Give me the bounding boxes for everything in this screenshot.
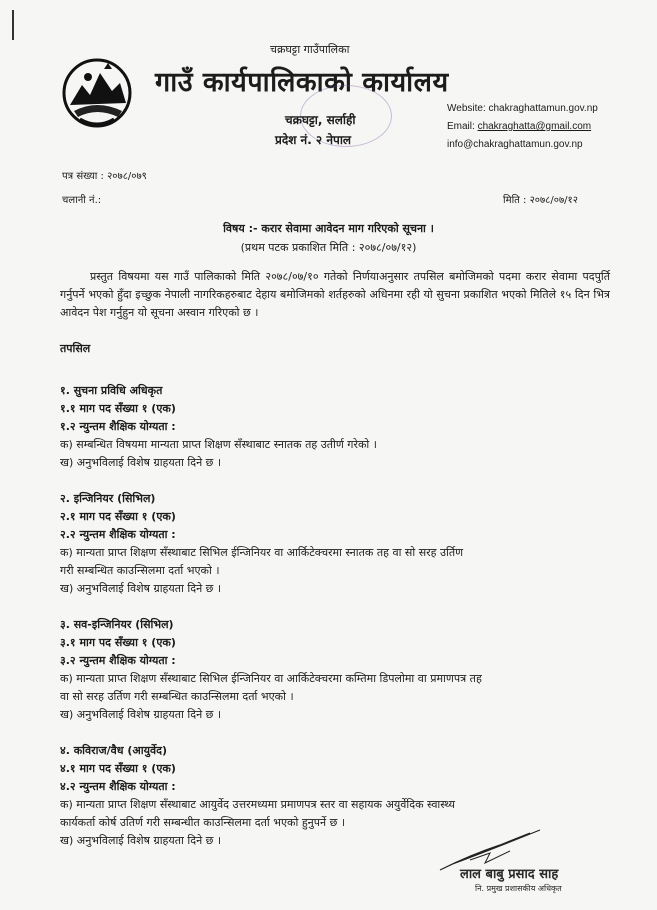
municipality-name: चक्रघट्टा गाउँपालिका — [270, 43, 350, 56]
address-line-2: प्रदेश नं. २ नेपाल — [275, 133, 352, 147]
post-qualification-ka: क) मान्यता प्राप्त शिक्षण सँस्थाबाट सिभिल ईन्जिनियर वा आर्किटेक्चरमा स्नातक तह वा सो सरह उर्तिण — [60, 546, 464, 559]
post-qualification-ka-cont: वा सो सरह उर्तिण गरी सम्बन्धित काउन्सिलमा दर्ता भएको । — [60, 690, 294, 703]
margin-mark — [12, 10, 14, 40]
email-link[interactable]: chakraghatta@gmail.com — [477, 121, 592, 132]
subject-line: विषय :- करार सेवामा आवेदन माग गरिएको सूचना । — [223, 222, 434, 235]
signatory-name: लाल बाबु प्रसाद साह — [460, 867, 559, 882]
post-qualification-ka-cont: गरी सम्बन्धित काउन्सिलमा दर्ता भएको । — [60, 564, 220, 577]
publish-date-line: (प्रथम पटक प्रकाशित मिति : २०७८/०७/१२) — [240, 241, 417, 254]
post-qualification-heading: १.२ न्युन्तम शैक्षिक योग्यता : — [60, 420, 176, 433]
address-line-1: चक्रघट्टा, सर्लाही — [285, 113, 356, 127]
post-count: ३.१ माग पद सँख्या १ (एक) — [60, 636, 176, 649]
post-title: ४. कविराज/वैध (आयुर्वेद) — [60, 744, 168, 757]
post-qualification-heading: ४.२ न्युन्तम शैक्षिक योग्यता : — [60, 780, 176, 793]
email-secondary: info@chakraghattamun.gov.np — [447, 139, 583, 150]
letter-number: पत्र संख्या : २०७८/०७९ — [62, 171, 147, 182]
post-qualification-kha: ख) अनुभविलाई विशेष ग्राहयता दिने छ । — [60, 456, 222, 469]
post-qualification-kha: ख) अनुभविलाई विशेष ग्राहयता दिने छ । — [60, 708, 222, 721]
post-qualification-heading: ३.२ न्युन्तम शैक्षिक योग्यता : — [60, 654, 176, 667]
email-line — [447, 121, 591, 132]
post-count: १.१ माग पद सँख्या १ (एक) — [60, 402, 176, 415]
post-qualification-ka-cont: कार्यकर्ता कोर्ष उतिर्ण गरी सम्बन्धीत काउन्सिलमा दर्ता भएको हुनुपर्ने छ । — [60, 816, 346, 829]
intro-paragraph: प्रस्तुत विषयमा यस गाउँ पालिकाको मिति २०७८/०७/१० गतेको निर्णयाअनुसार तपसिल बमोजिमको पदमा करार सेवामा पदपुर्ति गर्नुपर्ने भएको हुँदा इच्छुक नेपाली नागरिकहरुबाट देहाय बमोजिमको शर्तहरुको अधिनमा रही यो सुचना प्रकाशित भएको मितिले १५ दिन भित्र आवेदन पेश गर्नुहुन यो सूचना अस्वान गरिएको छ । — [60, 270, 610, 319]
post-qualification-ka: क) मान्यता प्राप्त शिक्षण सँस्थाबाट सिभिल ईन्जिनियर वा आर्किटेक्चरमा कम्तिमा डिपलोमा वा प्रमाणपत्र तह — [60, 672, 482, 685]
post-count: ४.१ माग पद सँख्या १ (एक) — [60, 762, 176, 775]
website-text: Website: chakraghattamun.gov.np — [447, 103, 598, 114]
nepal-emblem-logo — [60, 55, 135, 135]
post-qualification-ka: क) मान्यता प्राप्त शिक्षण सँस्थाबाट आयुर्वेद उत्तरमध्यमा प्रमाणपत्र स्तर वा सहायक अयुर्वेदिक स्वास्थ्य — [60, 798, 455, 811]
tapasil-heading: तपसिल — [60, 342, 91, 355]
post-count: २.१ माग पद सँख्या १ (एक) — [60, 510, 176, 523]
post-title: ३. सव-इन्जिनियर (सिभिल) — [60, 618, 174, 631]
office-title: गाउँ कार्यपालिकाको कार्यालय — [155, 67, 449, 98]
signatory-title: नि. प्रमुख प्रशासकीय अधिकृत — [475, 884, 562, 893]
email-label: Email: — [447, 121, 478, 132]
post-title: १. सुचना प्रविधि अधिकृत — [60, 384, 163, 397]
post-qualification-ka: क) सम्बन्धित विषयमा मान्यता प्राप्त शिक्षण सँस्थाबाट स्नातक तह उतीर्ण गरेको । — [60, 438, 377, 451]
dispatch-number: चलानी नं.: — [62, 195, 102, 206]
post-qualification-heading: २.२ न्युन्तम शैक्षिक योग्यता : — [60, 528, 176, 541]
post-title: २. इन्जिनियर (सिभिल) — [60, 492, 156, 505]
post-qualification-kha: ख) अनुभविलाई विशेष ग्राहयता दिने छ । — [60, 582, 222, 595]
post-qualification-kha: ख) अनुभविलाई विशेष ग्राहयता दिने छ । — [60, 834, 222, 847]
letter-date: मिति : २०७८/०७/१२ — [503, 195, 578, 206]
